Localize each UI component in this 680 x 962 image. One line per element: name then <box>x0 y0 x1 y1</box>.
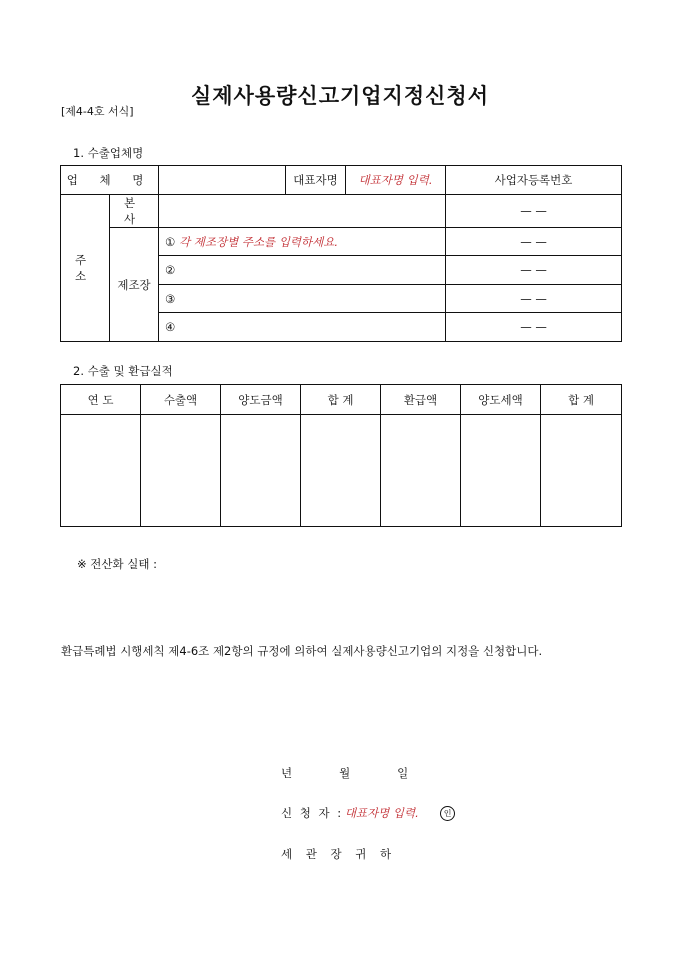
factory-marker-2: ② <box>165 263 176 277</box>
factory-bizno-1[interactable]: — — <box>446 228 622 256</box>
factory-label: 제조장 <box>110 228 159 342</box>
col-transfer-amount: 양도금액 <box>221 385 301 415</box>
refund-cell[interactable] <box>381 415 461 527</box>
col-year: 연 도 <box>61 385 141 415</box>
factory-marker-4: ④ <box>165 320 176 334</box>
transfer-amount-cell[interactable] <box>221 415 301 527</box>
factory-bizno-4[interactable]: — — <box>446 313 622 342</box>
section2-heading: 2. 수출 및 환급실적 <box>73 364 173 378</box>
head-office-label: 본 사 <box>110 195 159 228</box>
representative-field[interactable]: 대표자명 입력. <box>346 166 446 195</box>
factory-bizno-2[interactable]: — — <box>446 256 622 285</box>
factory-address-field-3[interactable] <box>159 285 446 313</box>
transfer-tax-cell[interactable] <box>461 415 541 527</box>
factory-address-1: 각 제조장별 주소를 입력하세요. <box>178 234 339 249</box>
factory-address-field-1[interactable] <box>159 228 446 256</box>
factory-marker-3: ③ <box>165 291 176 306</box>
factory-bizno-3[interactable]: — — <box>446 285 622 313</box>
col-export: 수출액 <box>141 385 221 415</box>
company-table <box>60 165 622 342</box>
company-name-label: 업 체 명 <box>61 166 159 195</box>
col-total-2: 합 계 <box>541 385 622 415</box>
representative-label: 대표자명 <box>286 166 346 195</box>
year-cell[interactable] <box>61 415 141 527</box>
computerization-note: ※ 전산화 실태 : <box>77 557 158 571</box>
factory-marker-1: ① <box>165 234 176 249</box>
company-name-field[interactable] <box>159 166 286 195</box>
applicant-line <box>281 805 455 821</box>
application-paragraph: 환급특례법 시행세칙 제4-6조 제2항의 규정에 의하여 실제사용량신고기업의 지정을 신청합니다. <box>61 644 543 658</box>
factory-address-field-2[interactable] <box>159 256 446 285</box>
applicant-label: 신 청 자 : <box>281 806 342 820</box>
head-office-bizno[interactable]: — — <box>446 195 622 228</box>
address-label: 주 소 <box>61 195 110 342</box>
col-refund: 환급액 <box>381 385 461 415</box>
col-total-1: 합 계 <box>301 385 381 415</box>
form-number: [제4-4호 서식] <box>61 105 134 118</box>
factory-address-field-4[interactable] <box>159 313 446 342</box>
addressee: 세 관 장 귀 하 <box>281 847 392 861</box>
applicant-name[interactable]: 대표자명 입력. <box>344 806 419 820</box>
total-cell-1[interactable] <box>301 415 381 527</box>
performance-table <box>60 384 622 527</box>
section1-heading: 1. 수출업체명 <box>73 146 144 160</box>
total-cell-2[interactable] <box>541 415 622 527</box>
export-cell[interactable] <box>141 415 221 527</box>
form-title: 실제사용량신고기업지정신청서 <box>190 84 489 108</box>
seal-mark: 인 <box>440 806 455 821</box>
col-transfer-tax: 양도세액 <box>461 385 541 415</box>
date-line <box>281 765 408 781</box>
date-label: 년 월 일 <box>281 766 409 780</box>
bizno-label: 사업자등록번호 <box>446 166 622 195</box>
head-office-address-field[interactable] <box>159 195 446 228</box>
